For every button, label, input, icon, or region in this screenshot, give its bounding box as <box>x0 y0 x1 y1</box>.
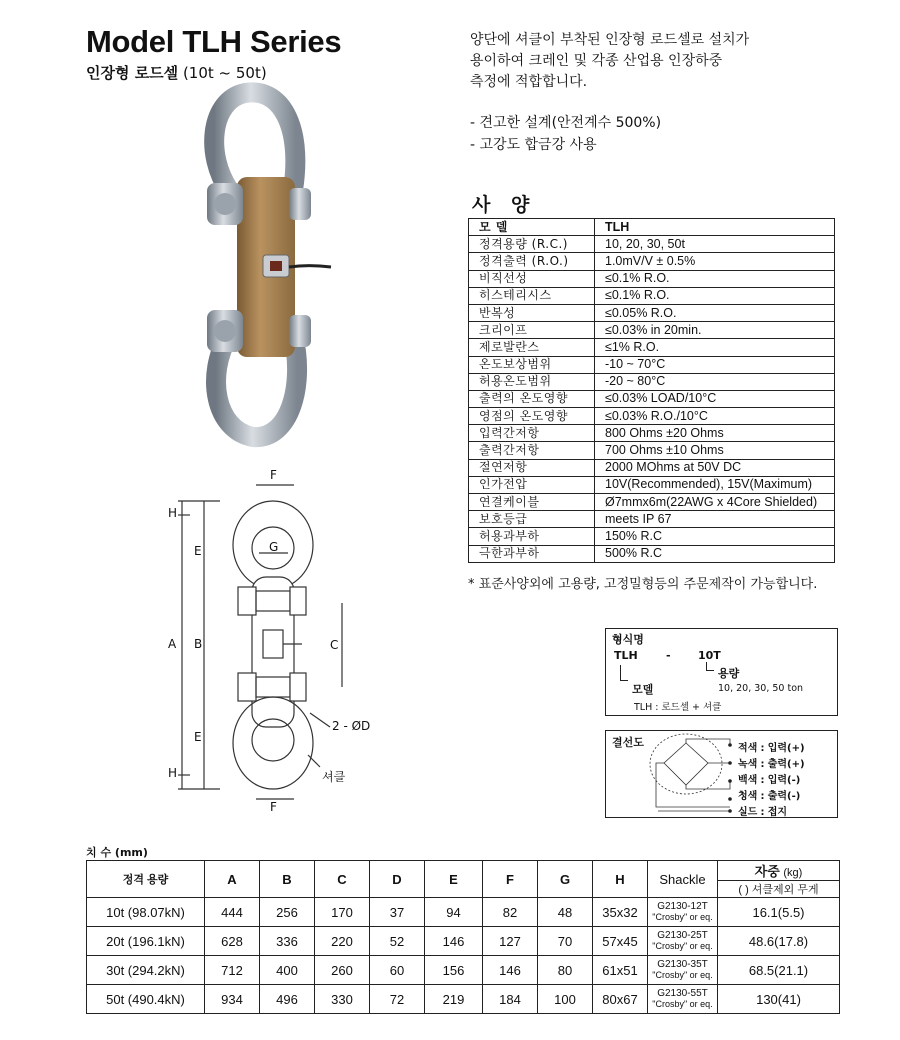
weight-cell: 48.6(17.8) <box>718 927 840 956</box>
col-header: F <box>483 861 538 898</box>
model-label: 모델 <box>632 683 654 696</box>
table-cell: 80x67 <box>593 985 648 1014</box>
feature-item: - 고강도 합금강 사용 <box>470 137 597 153</box>
spec-value: 2000 MOhms at 50V DC <box>595 459 835 476</box>
spec-key: 입력간저항 <box>469 425 595 442</box>
spec-row <box>469 287 835 304</box>
spec-value: ≤0.03% LOAD/10°C <box>595 390 835 407</box>
shackle-note: "Crosby" or eq. <box>652 999 713 1009</box>
product-photo <box>185 85 335 455</box>
spec-row <box>469 253 835 270</box>
spec-key: 온도보상범위 <box>469 356 595 373</box>
spec-row <box>469 459 835 476</box>
wire-3: 백색 : 입력(-) <box>738 775 801 786</box>
intro-line: 양단에 셔클이 부착된 인장형 로드셀로 설치가 <box>470 32 750 48</box>
spec-note: * 표준사양외에 고용량, 고정밀형등의 주문제작이 가능합니다. <box>468 577 818 592</box>
spec-heading: 사 양 <box>472 194 537 216</box>
table-cell: 156 <box>425 956 483 985</box>
spec-row <box>469 442 835 459</box>
wiring-diagram <box>646 733 741 817</box>
table-cell: 184 <box>483 985 538 1014</box>
table-cell: 220 <box>315 927 370 956</box>
table-row <box>87 927 840 956</box>
table-cell: 60 <box>370 956 425 985</box>
capacity-label: 용량 <box>718 667 740 680</box>
spec-key: 허용온도범위 <box>469 373 595 390</box>
table-cell: 80 <box>538 956 593 985</box>
table-cell: 219 <box>425 985 483 1014</box>
spec-value: ≤0.1% R.O. <box>595 287 835 304</box>
shackle-model: G2130-35T <box>657 959 708 970</box>
weight-cell: 130(41) <box>718 985 840 1014</box>
table-cell: 30t (294.2kN) <box>87 956 205 985</box>
spec-key: 비직선성 <box>469 270 595 287</box>
table-cell: 260 <box>315 956 370 985</box>
dim-label-g: G <box>269 540 279 554</box>
table-cell: 10t (98.07kN) <box>87 898 205 927</box>
col-header: H <box>593 861 648 898</box>
spec-value: 700 Ohms ±10 Ohms <box>595 442 835 459</box>
spec-value: ≤0.1% R.O. <box>595 270 835 287</box>
wiring-title: 결선도 <box>612 736 644 749</box>
spec-value: 500% R.C <box>595 545 835 562</box>
spec-value: Ø7mmx6m(22AWG x 4Core Shielded) <box>595 494 835 511</box>
model-desc: TLH : 로드셀 + 셔클 <box>634 702 722 713</box>
col-header: D <box>370 861 425 898</box>
table-cell: 712 <box>205 956 260 985</box>
model-code-model: TLH <box>614 649 638 662</box>
spec-row <box>469 528 835 545</box>
shackle-note: "Crosby" or eq. <box>652 912 713 922</box>
spec-key: 연결케이블 <box>469 494 595 511</box>
intro-line: 용이하여 크레인 및 각종 산업용 인장하중 <box>470 53 723 69</box>
shackle-cell <box>648 956 718 985</box>
spec-row <box>469 390 835 407</box>
dimension-drawing <box>160 465 371 820</box>
shackle-note: "Crosby" or eq. <box>652 970 713 980</box>
spec-row <box>469 270 835 287</box>
spec-row <box>469 339 835 356</box>
model-code-dash: - <box>666 649 671 662</box>
spec-key: 보호등급 <box>469 511 595 528</box>
dim-label-f-top: F <box>270 468 277 482</box>
table-cell: 336 <box>260 927 315 956</box>
shackle-note: "Crosby" or eq. <box>652 941 713 951</box>
col-header: G <box>538 861 593 898</box>
wire-5: 실드 : 접지 <box>738 807 788 818</box>
spec-value: 1.0mV/V ± 0.5% <box>595 253 835 270</box>
weight-header: 자중 (kg) <box>718 861 840 881</box>
weight-cell: 68.5(21.1) <box>718 956 840 985</box>
spec-value: -10 ~ 70°C <box>595 356 835 373</box>
feature-item: - 견고한 설계(안전계수 500%) <box>470 115 662 131</box>
spec-key: 반복성 <box>469 304 595 321</box>
spec-row <box>469 219 835 236</box>
spec-row <box>469 356 835 373</box>
page-subtitle <box>86 62 267 83</box>
dim-label-a: A <box>168 637 177 651</box>
wire-2: 녹색 : 출력(+) <box>738 759 805 770</box>
spec-key: 허용과부하 <box>469 528 595 545</box>
table-cell: 444 <box>205 898 260 927</box>
capacity-leader <box>706 662 714 671</box>
spec-row <box>469 322 835 339</box>
model-code-title: 형식명 <box>612 633 644 646</box>
spec-value: 800 Ohms ±20 Ohms <box>595 425 835 442</box>
spec-key: 절연저항 <box>469 459 595 476</box>
intro-line: 측정에 적합합니다. <box>470 74 588 90</box>
table-cell: 57x45 <box>593 927 648 956</box>
intro-text <box>470 30 870 93</box>
spec-row <box>469 425 835 442</box>
dim-label-b: B <box>194 637 203 651</box>
shackle-cell <box>648 898 718 927</box>
table-cell: 35x32 <box>593 898 648 927</box>
spec-value: ≤0.03% in 20min. <box>595 322 835 339</box>
spec-key: 극한과부하 <box>469 545 595 562</box>
dim-label-f-bottom: F <box>270 800 277 814</box>
wire-4: 청색 : 출력(-) <box>738 791 801 802</box>
table-cell: 170 <box>315 898 370 927</box>
table-cell: 61x51 <box>593 956 648 985</box>
shackle-model: G2130-12T <box>657 901 708 912</box>
spec-value: 150% R.C <box>595 528 835 545</box>
spec-key: 정격용량 (R.C.) <box>469 236 595 253</box>
spec-key: 정격출력 (R.O.) <box>469 253 595 270</box>
wire-1: 적색 : 입력(+) <box>738 743 805 754</box>
table-row <box>87 985 840 1014</box>
table-cell: 100 <box>538 985 593 1014</box>
spec-value: 10V(Recommended), 15V(Maximum) <box>595 476 835 493</box>
spec-row <box>469 304 835 321</box>
table-cell: 48 <box>538 898 593 927</box>
spec-value: TLH <box>595 219 835 236</box>
table-cell: 146 <box>483 956 538 985</box>
dim-label-c: C <box>330 638 339 652</box>
table-row <box>87 898 840 927</box>
dimensions-table <box>86 860 840 1014</box>
spec-row <box>469 236 835 253</box>
table-cell: 37 <box>370 898 425 927</box>
spec-key: 영점의 온도영향 <box>469 408 595 425</box>
wiring-box <box>605 730 838 818</box>
spec-table <box>468 218 835 563</box>
spec-row <box>469 408 835 425</box>
spec-row <box>469 373 835 390</box>
spec-value: ≤0.05% R.O. <box>595 304 835 321</box>
col-header: 정격 용량 <box>87 861 205 898</box>
spec-key: 출력의 온도영향 <box>469 390 595 407</box>
col-header: A <box>205 861 260 898</box>
dim-label-shackle: 셔클 <box>322 770 346 784</box>
dim-label-e-bottom: E <box>194 730 202 744</box>
table-cell: 70 <box>538 927 593 956</box>
page-title: Model TLH Series <box>86 24 342 59</box>
dim-label-h-bottom: H <box>168 766 178 780</box>
table-cell: 94 <box>425 898 483 927</box>
shackle-cell <box>648 985 718 1014</box>
spec-value: ≤0.03% R.O./10°C <box>595 408 835 425</box>
dim-label-h-top: H <box>168 506 178 520</box>
col-header: B <box>260 861 315 898</box>
table-cell: 127 <box>483 927 538 956</box>
table-cell: 256 <box>260 898 315 927</box>
model-code-box <box>605 628 838 716</box>
dim-label-d: 2 - ØD <box>332 719 371 733</box>
spec-value: -20 ~ 80°C <box>595 373 835 390</box>
table-cell: 72 <box>370 985 425 1014</box>
shackle-model: G2130-55T <box>657 988 708 999</box>
spec-key: 히스테리시스 <box>469 287 595 304</box>
col-header: E <box>425 861 483 898</box>
subtitle-type: 인장형 로드셀 <box>86 64 179 82</box>
weight-subheader: ( ) 셔클제외 무게 <box>718 881 840 898</box>
weight-cell: 16.1(5.5) <box>718 898 840 927</box>
spec-key: 크리이프 <box>469 322 595 339</box>
shackle-cell <box>648 927 718 956</box>
table-cell: 52 <box>370 927 425 956</box>
spec-value: 10, 20, 30, 50t <box>595 236 835 253</box>
spec-value: meets IP 67 <box>595 511 835 528</box>
spec-value: ≤1% R.O. <box>595 339 835 356</box>
table-cell: 934 <box>205 985 260 1014</box>
capacity-values: 10, 20, 30, 50 ton <box>718 683 804 694</box>
shackle-model: G2130-25T <box>657 930 708 941</box>
table-cell: 50t (490.4kN) <box>87 985 205 1014</box>
spec-row <box>469 476 835 493</box>
model-leader <box>620 665 628 681</box>
table-cell: 400 <box>260 956 315 985</box>
table-cell: 330 <box>315 985 370 1014</box>
table-cell: 82 <box>483 898 538 927</box>
spec-row <box>469 494 835 511</box>
col-header: C <box>315 861 370 898</box>
spec-key: 인가전압 <box>469 476 595 493</box>
spec-key: 모 델 <box>469 219 595 236</box>
subtitle-range: (10t ~ 50t) <box>182 64 267 82</box>
feature-list <box>470 112 661 156</box>
dimensions-title: 치 수 (mm) <box>86 846 148 859</box>
model-code-capacity: 10T <box>698 649 721 662</box>
spec-row <box>469 545 835 562</box>
spec-key: 제로발란스 <box>469 339 595 356</box>
col-header: Shackle <box>648 861 718 898</box>
table-cell: 146 <box>425 927 483 956</box>
table-row <box>87 956 840 985</box>
spec-key: 출력간저항 <box>469 442 595 459</box>
table-cell: 496 <box>260 985 315 1014</box>
table-cell: 20t (196.1kN) <box>87 927 205 956</box>
dim-label-e-top: E <box>194 544 202 558</box>
table-cell: 628 <box>205 927 260 956</box>
spec-row <box>469 511 835 528</box>
